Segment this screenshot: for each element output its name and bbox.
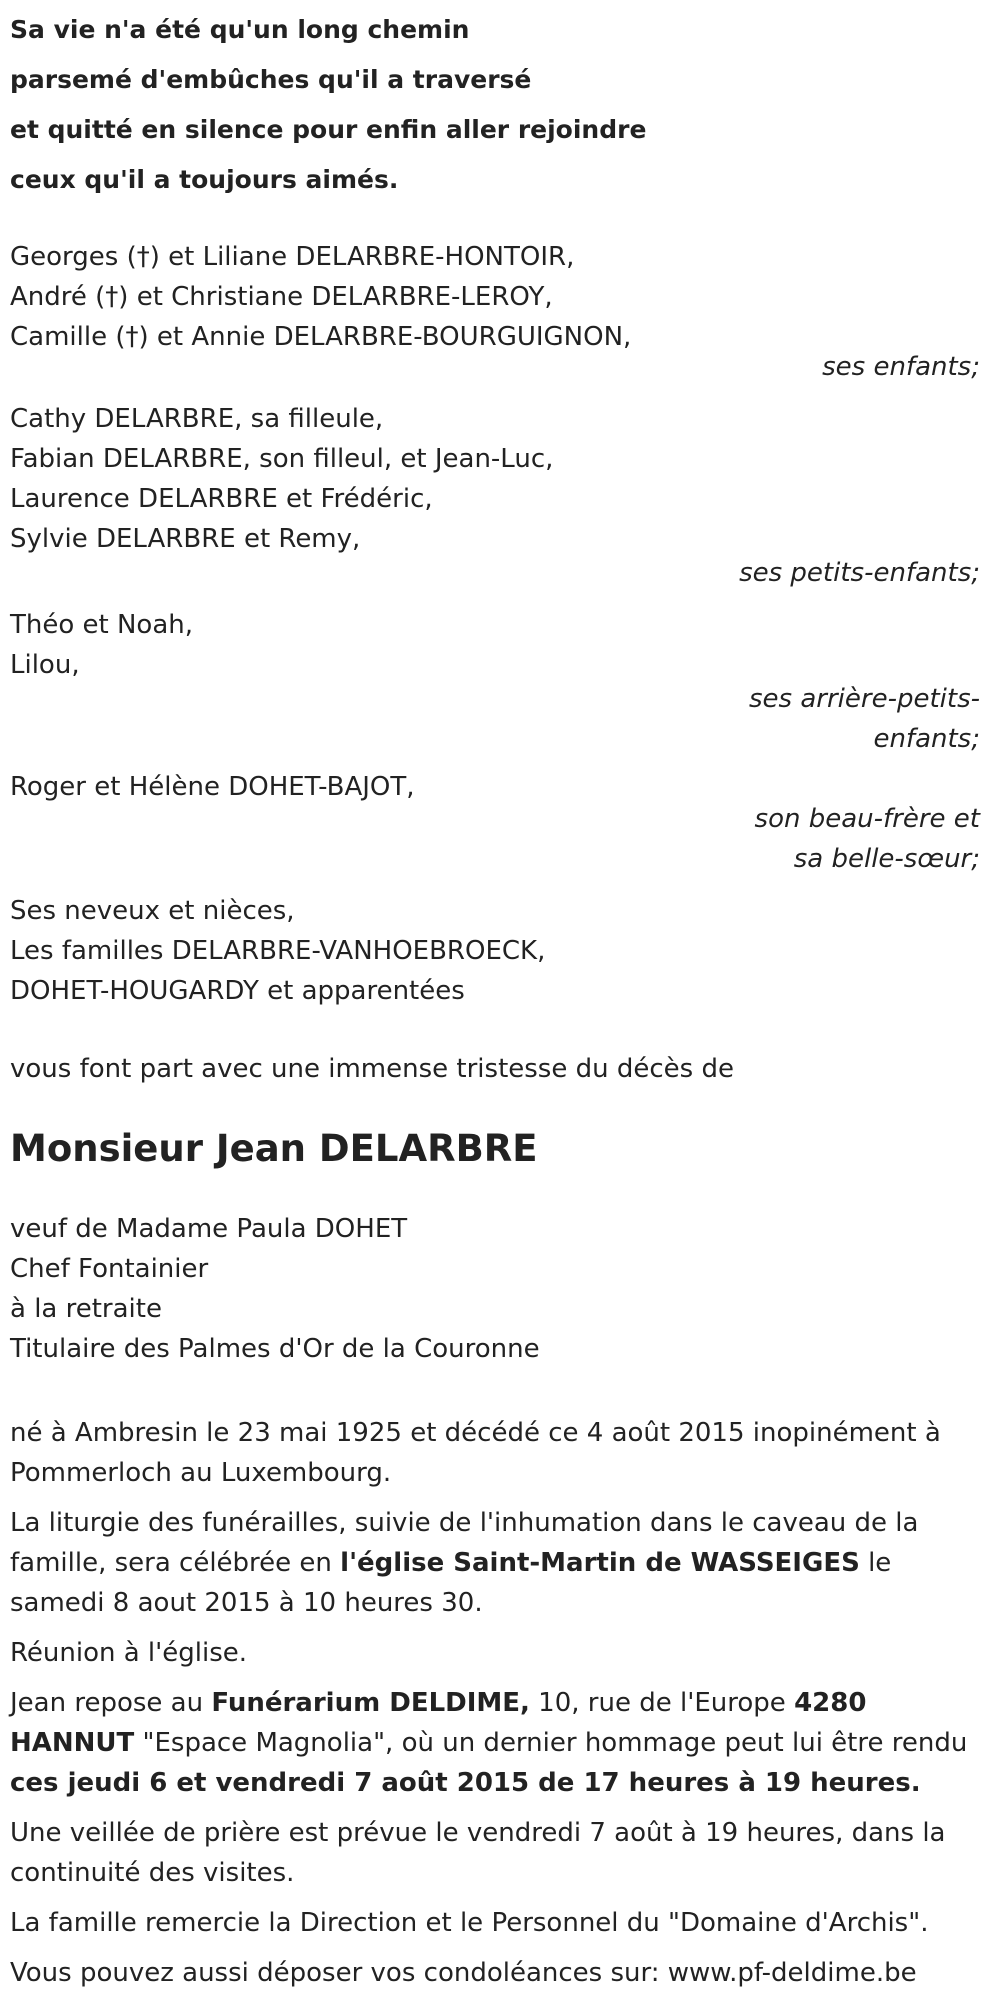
title-line: Chef Fontainier [10,1254,209,1284]
condolences-paragraph: Vous pouvez aussi déposer vos condoléances sur: www.pf-deldime.be [10,1958,917,1988]
family-line: Fabian DELARBRE, son filleul, et Jean-Luc, [10,444,554,474]
deceased-name: Monsieur Jean DELARBRE [10,1127,538,1170]
relation-label: ses enfants; [822,352,980,382]
family-line: Georges (†) et Liliane DELARBRE-HONTOIR, [10,242,575,272]
grandchildren-group [10,399,990,593]
family-line: Ses neveux et nièces, [10,896,295,926]
family-line: Roger et Hélène DOHET-BAJOT, [10,772,415,802]
poem-line: ceux qu'il a toujours aimés. [10,165,399,194]
family-line: Théo et Noah, [10,610,194,640]
title-line: Titulaire des Palmes d'Or de la Couronne [10,1334,540,1364]
deceased-titles [10,1209,990,1369]
relation-label: ses petits-enfants; [739,558,980,588]
repose-text: Jean repose au [10,1688,212,1718]
family-line: André (†) et Christiane DELARBRE-LEROY, [10,282,553,312]
repose-city: 4280 HANNUT [10,1688,867,1758]
funeral-paragraph [10,1503,990,1623]
relation-label: ses arrière-petits-enfants; [749,684,980,754]
title-line: veuf de Madame Paula DOHET [10,1214,408,1244]
vigil-paragraph: Une veillée de prière est prévue le vendredi 7 août à 19 heures, dans la continuité des visites. [10,1818,946,1888]
funeral-text: La liturgie des funérailles, suivie de l'inhumation dans le caveau de la famille, sera célébrée en [10,1508,919,1578]
poem-line: Sa vie n'a été qu'un long chemin [10,15,470,44]
family-line: DOHET-HOUGARDY et apparentées [10,976,465,1006]
family-line: Laurence DELARBRE et Frédéric, [10,484,433,514]
poem-line: et quitté en silence pour enfin aller rejoindre [10,115,647,144]
thanks-paragraph: La famille remercie la Direction et le Personnel du "Domaine d'Archis". [10,1908,929,1938]
birth-death-paragraph: né à Ambresin le 23 mai 1925 et décédé ce 4 août 2015 inopinément à Pommerloch au Luxembourg. [10,1418,941,1488]
meeting-paragraph: Réunion à l'église. [10,1638,248,1668]
great-grandchildren-group [10,605,990,759]
family-line: Cathy DELARBRE, sa filleule, [10,404,384,434]
title-line: à la retraite [10,1294,162,1324]
repose-location-text: "Espace Magnolia", où un dernier hommage peut lui être rendu [134,1728,968,1758]
family-line: Lilou, [10,650,80,680]
funeral-date-text: le samedi 8 aout 2015 à 10 heures 30. [10,1548,892,1618]
in-laws-group [10,767,990,879]
children-group [10,237,990,387]
family-line: Les familles DELARBRE-VANHOEBROECK, [10,936,546,966]
repose-address: 10, rue de l'Europe [529,1688,795,1718]
funerarium-name: Funérarium DELDIME, [211,1688,530,1718]
family-line: Sylvie DELARBRE et Remy, [10,524,361,554]
visiting-hours: ces jeudi 6 et vendredi 7 août 2015 de 17 heures à 19 heures. [10,1768,921,1798]
epitaph-poem [10,5,990,205]
poem-line: parsemé d'embûches qu'il a traversé [10,65,532,94]
repose-paragraph [10,1683,990,1803]
extended-family-group [10,891,990,1011]
church-name: l'église Saint-Martin de WASSEIGES [340,1548,860,1578]
relation-label: son beau-frère et sa belle-sœur; [754,804,980,874]
family-line: Camille (†) et Annie DELARBRE-BOURGUIGNON, [10,322,632,352]
announcement-text: vous font part avec une immense tristesse du décès de [10,1054,734,1084]
